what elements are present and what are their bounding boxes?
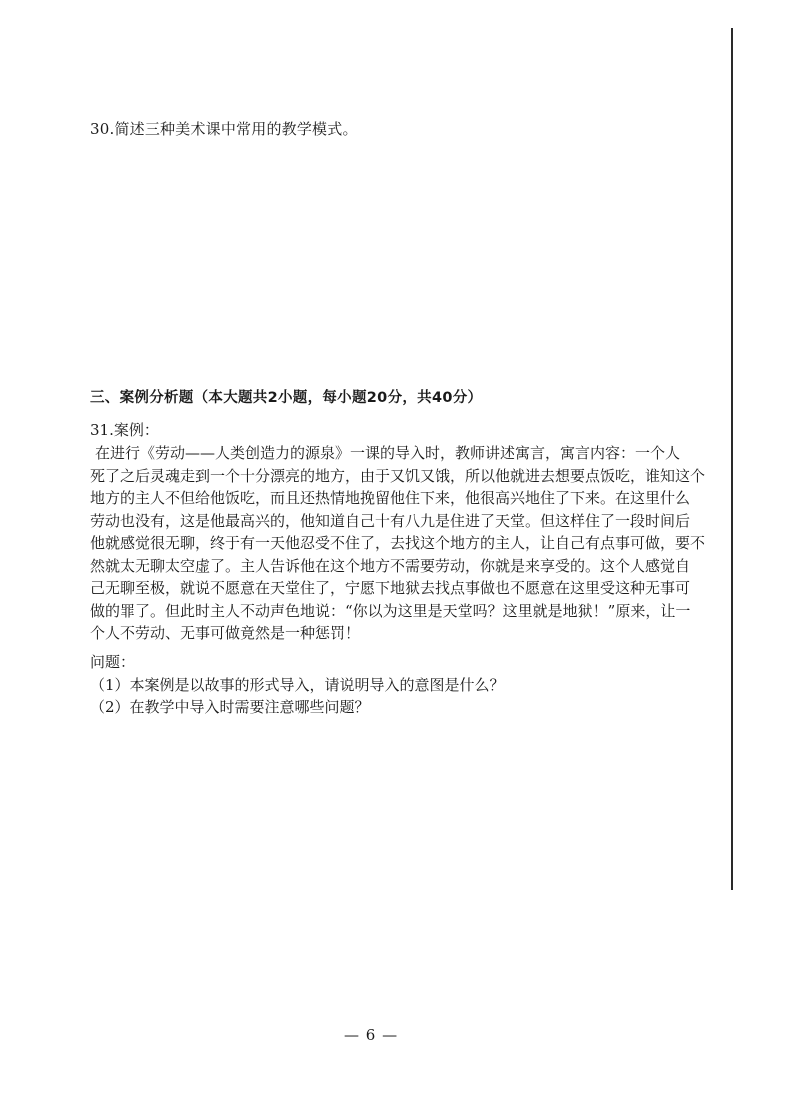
case-line: 在进行《劳动——人类创造力的源泉》一课的导入时，教师讲述寓言，寓言内容：一个人 xyxy=(95,444,681,462)
case-line: 死了之后灵魂走到一个十分漂亮的地方，由于又饥又饿，所以他就进去想要点饭吃，谁知这个 xyxy=(90,466,706,485)
case-line: 做的罪了。但此时主人不动声色地说：“你以为这里是天堂吗？这里就是地狱！”原来，让一 xyxy=(90,601,691,620)
sub-question-1: （1）本案例是以故事的形式导入，请说明导入的意图是什么？ xyxy=(90,675,505,694)
case-line: 劳动也没有，这是他最高兴的，他知道自己十有八九是住进了天堂。但这样住了一段时间后 xyxy=(90,511,691,530)
sub-questions xyxy=(90,651,505,719)
case-line: 然就太无聊太空虚了。主人告诉他在这个地方不需要劳动，你就是来享受的。这个人感觉自 xyxy=(90,556,691,575)
case-text xyxy=(90,442,706,645)
margin-rule xyxy=(731,28,733,890)
section-heading: 三、案例分析题（本大题共2小题，每小题20分，共40分） xyxy=(90,390,483,406)
page-number: — 6 — xyxy=(344,1026,399,1044)
case-line: 地方的主人不但给他饭吃，而且还热情地挽留他住下来，他很高兴地住了下来。在这里什么 xyxy=(90,489,691,507)
sub-question-2: （2）在教学中导入时需要注意哪些问题？ xyxy=(90,698,370,716)
question-30: 30.简述三种美术课中常用的教学模式。 xyxy=(90,120,358,138)
question-label: 问题： xyxy=(90,653,136,671)
question-31-label: 31.案例： xyxy=(90,421,159,439)
case-line: 己无聊至极，就说不愿意在天堂住了，宁愿下地狱去找点事做也不愿意在这里受这种无事可 xyxy=(90,579,691,597)
case-line: 他就感觉很无聊，终于有一天他忍受不住了，去找这个地方的主人，让自己有点事可做，要不 xyxy=(90,534,706,552)
case-line: 个人不劳动、无事可做竟然是一种惩罚！ xyxy=(90,624,361,642)
